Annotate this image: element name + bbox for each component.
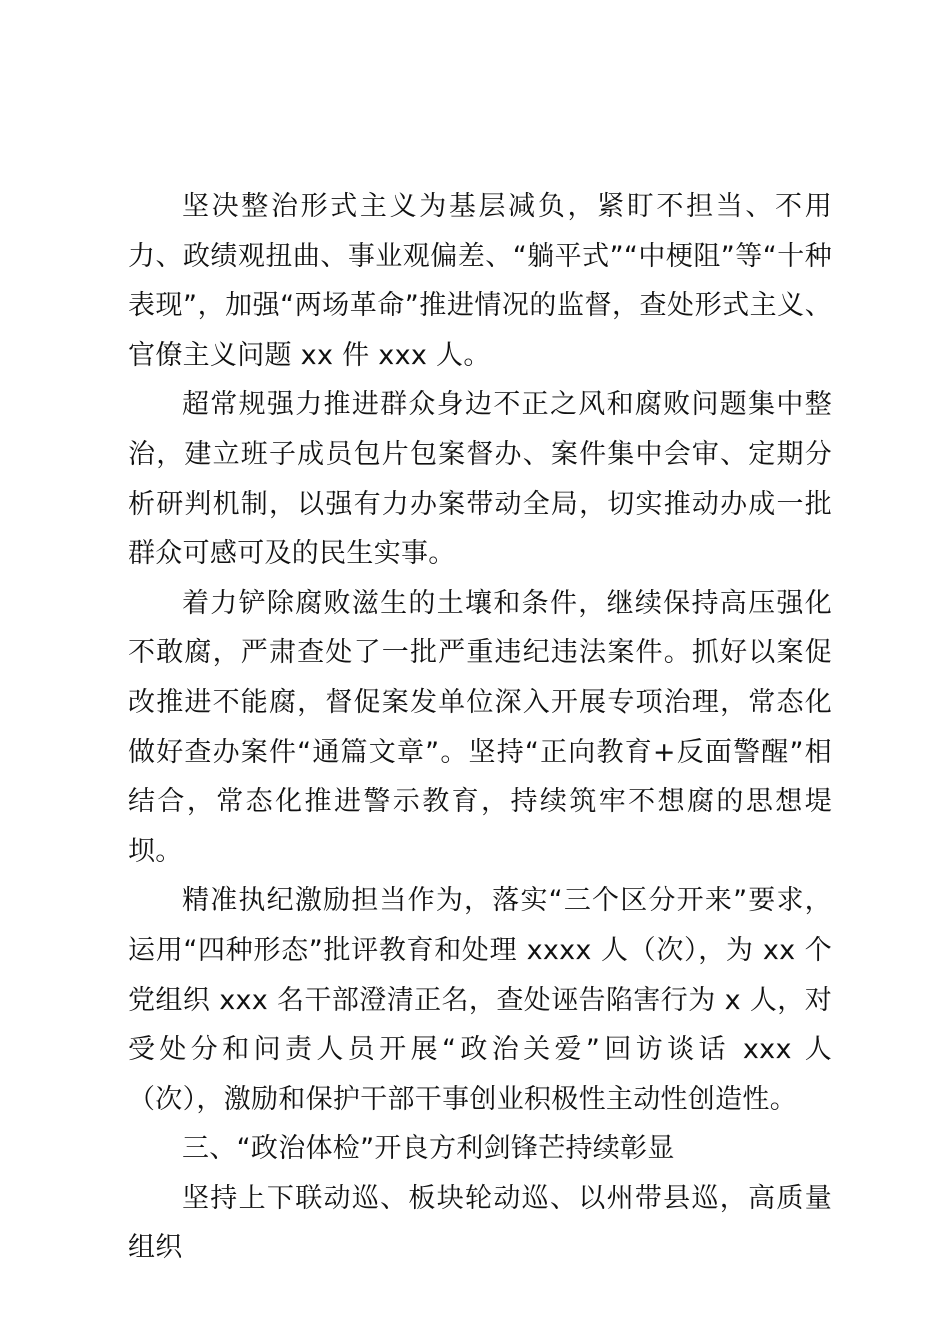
paragraph-formalism: 坚决整治形式主义为基层减负，紧盯不担当、不用力、政绩观扭曲、事业观偏差、“躺平式”“中梗阻”等“十种表现”，加强“两场革命”推进情况的监督，查处形式主义、官僚主义问题 xx 件 xxx 人。 xyxy=(128,191,832,371)
document-body xyxy=(128,182,832,1273)
paragraph-inspection: 坚持上下联动巡、板块轮动巡、以州带县巡，高质量组织 xyxy=(128,1182,832,1264)
paragraph-anti-corruption: 着力铲除腐败滋生的土壤和条件，继续保持高压强化不敢腐，严肃查处了一批严重违纪违法案件。抓好以案促改推进不能腐，督促案发单位深入开展专项治理，常态化做好查办案件“通篇文章”。坚持“正向教育+反面警醒”相结合，常态化推进警示教育，持续筑牢不想腐的思想堤坝。 xyxy=(128,587,832,867)
paragraph-rectification: 超常规强力推进群众身边不正之风和腐败问题集中整治，建立班子成员包片包案督办、案件集中会审、定期分析研判机制，以强有力办案带动全局，切实推动办成一批群众可感可及的民生实事。 xyxy=(128,389,832,570)
section-heading: 三、“政治体检”开良方利剑锋芒持续彰显 xyxy=(182,1133,675,1165)
paragraph-discipline: 精准执纪激励担当作为，落实“三个区分开来”要求，运用“四种形态”批评教育和处理 xxxx 人（次），为 xx 个党组织 xxx 名干部澄清正名，查处诬告陷害行为 x 人，对受处分和问责人员开展“政治关爱”回访谈话 xxx 人（次），激励和保护干部干事创业积极性主动性创造性。 xyxy=(128,885,832,1115)
